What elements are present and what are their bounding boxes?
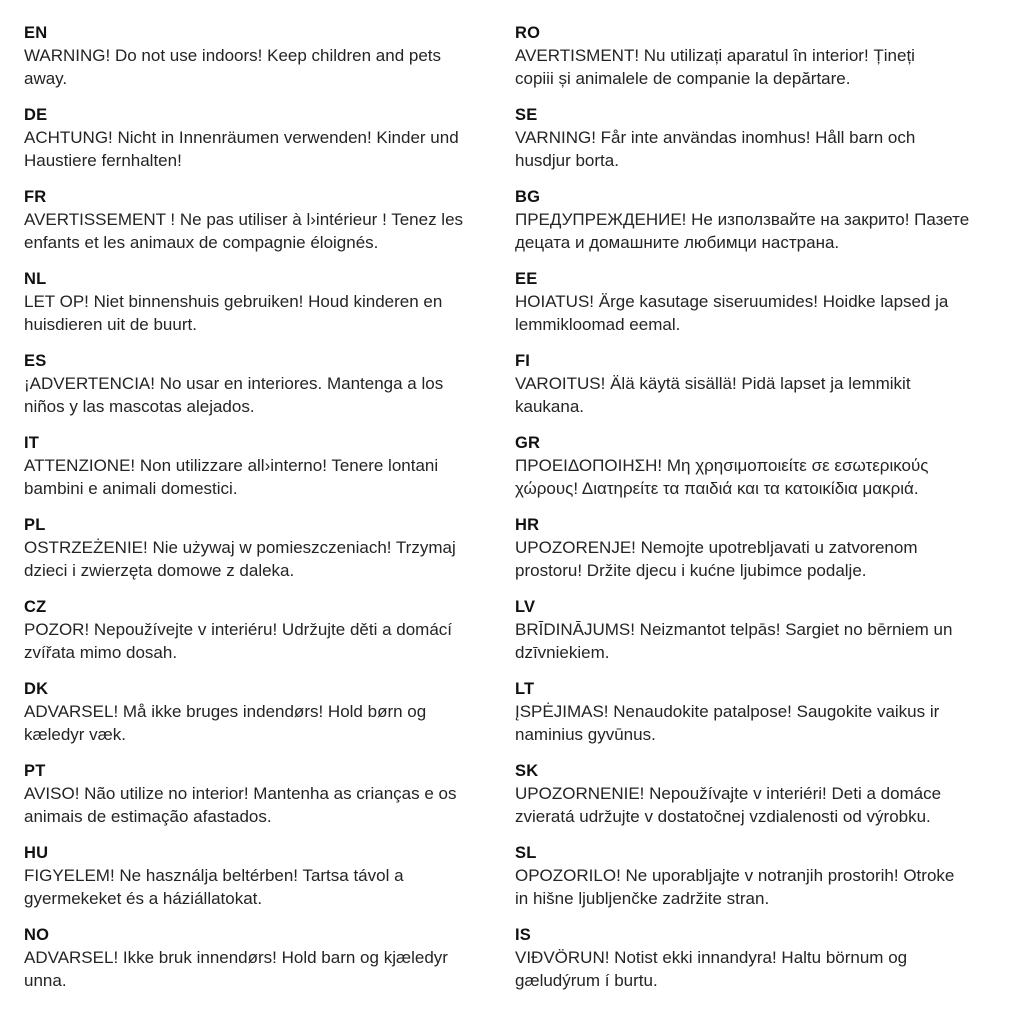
warning-section-fr xyxy=(24,186,515,254)
warning-text-line: ΠΡΟΕΙΔΟΠΟΙΗΣΗ! Μη χρησιμοποιείτε σε εσωτερικούς xyxy=(515,456,929,475)
warning-text xyxy=(515,455,1014,500)
warning-text-line: huisdieren uit de buurt. xyxy=(24,314,197,334)
warning-text-line: ADVARSEL! Ikke bruk innendørs! Hold barn og kjæledyr xyxy=(24,948,448,967)
warning-text-line: POZOR! Nepoužívejte v interiéru! Udržujte děti a domácí xyxy=(24,620,453,639)
language-code: SL xyxy=(515,844,537,862)
warning-section-pl xyxy=(24,514,515,582)
warning-text-line: AVERTISSEMENT ! Ne pas utiliser à l›intérieur ! Tenez les xyxy=(24,210,464,229)
warning-section-en xyxy=(24,22,515,90)
warning-text xyxy=(24,291,515,336)
language-code: NO xyxy=(24,926,50,944)
language-code: LT xyxy=(515,680,535,698)
warning-text xyxy=(24,865,515,910)
warning-section-ee xyxy=(515,268,1014,336)
warning-text xyxy=(24,783,515,828)
language-code: EE xyxy=(515,270,538,288)
warning-text xyxy=(515,619,1014,664)
warning-section-is xyxy=(515,924,1014,992)
warning-section-lv xyxy=(515,596,1014,664)
warning-text-line: dzīvniekiem. xyxy=(515,642,610,662)
warning-text-line: gæludýrum í burtu. xyxy=(515,970,658,990)
warning-section-it xyxy=(24,432,515,500)
warning-text-line: unna. xyxy=(24,970,67,990)
warning-text-line: AVISO! Não utilize no interior! Mantenha as crianças e os xyxy=(24,784,457,803)
warning-text xyxy=(515,209,1014,254)
warning-text-line: ПРЕДУПРЕЖДЕНИЕ! Не използвайте на закрито! Пазете xyxy=(515,210,970,229)
warning-text xyxy=(515,865,1014,910)
language-code: ES xyxy=(24,352,47,370)
language-code: RO xyxy=(515,24,541,42)
language-code: LV xyxy=(515,598,536,616)
language-code: SE xyxy=(515,106,538,124)
warning-text-line: kaukana. xyxy=(515,396,584,416)
language-code: IT xyxy=(24,434,40,452)
language-code: FI xyxy=(515,352,531,370)
warning-text xyxy=(515,373,1014,418)
warning-section-es xyxy=(24,350,515,418)
warning-text-line: zvieratá udržujte v dostatočnej vzdialenosti od výrobku. xyxy=(515,806,931,826)
warning-section-gr xyxy=(515,432,1014,500)
warning-text-line: ADVARSEL! Må ikke bruges indendørs! Hold børn og xyxy=(24,702,427,721)
language-code: FR xyxy=(24,188,47,206)
warning-text xyxy=(515,701,1014,746)
warning-text-line: in hišne ljubljenčke zadržite stran. xyxy=(515,888,770,908)
warning-text xyxy=(24,373,515,418)
language-code: HR xyxy=(515,516,540,534)
warning-section-pt xyxy=(24,760,515,828)
warning-text xyxy=(24,127,515,172)
warning-text-line: away. xyxy=(24,68,68,88)
warning-text-line: bambini e animali domestici. xyxy=(24,478,238,498)
warning-text xyxy=(24,455,515,500)
warning-section-hu xyxy=(24,842,515,910)
language-code: CZ xyxy=(24,598,47,616)
warning-text-line: UPOZORENJE! Nemojte upotrebljavati u zatvorenom xyxy=(515,538,918,557)
warning-text-line: husdjur borta. xyxy=(515,150,619,170)
warning-text xyxy=(24,619,515,664)
language-code: EN xyxy=(24,24,48,42)
language-code: BG xyxy=(515,188,541,206)
warning-section-fi xyxy=(515,350,1014,418)
warning-text-line: kæledyr væk. xyxy=(24,724,127,744)
language-code: SK xyxy=(515,762,539,780)
warning-section-nl xyxy=(24,268,515,336)
warning-text-line: ĮSPĖJIMAS! Nenaudokite patalpose! Saugokite vaikus ir xyxy=(515,702,940,721)
warning-text-line: FIGYELEM! Ne használja beltérben! Tartsa távol a xyxy=(24,866,404,885)
warning-text xyxy=(515,291,1014,336)
warning-text-line: zvířata mimo dosah. xyxy=(24,642,178,662)
warning-text-line: HOIATUS! Ärge kasutage siseruumides! Hoidke lapsed ja xyxy=(515,292,949,311)
warning-text-line: ACHTUNG! Nicht in Innenräumen verwenden! Kinder und xyxy=(24,128,459,147)
warning-text-line: UPOZORNENIE! Nepoužívajte v interiéri! Deti a domáce xyxy=(515,784,942,803)
warning-text xyxy=(515,947,1014,992)
warning-text xyxy=(24,45,515,90)
warning-text-line: Haustiere fernhalten! xyxy=(24,150,182,170)
language-code: PT xyxy=(24,762,46,780)
warning-text-line: enfants et les animaux de compagnie éloignés. xyxy=(24,232,379,252)
warning-text-line: lemmikloomad eemal. xyxy=(515,314,681,334)
warning-text xyxy=(24,209,515,254)
warning-text-line: OPOZORILO! Ne uporabljajte v notranjih prostorih! Otroke xyxy=(515,866,955,885)
warning-text xyxy=(515,537,1014,582)
warning-section-lt xyxy=(515,678,1014,746)
warning-text-line: ¡ADVERTENCIA! No usar en interiores. Mantenga a los xyxy=(24,374,444,393)
language-code: HU xyxy=(24,844,49,862)
warning-section-sk xyxy=(515,760,1014,828)
warning-text-line: niños y las mascotas alejados. xyxy=(24,396,255,416)
warning-text xyxy=(515,783,1014,828)
warning-text xyxy=(515,45,1014,90)
warning-section-hr xyxy=(515,514,1014,582)
right-column xyxy=(515,22,1014,1006)
left-column xyxy=(24,22,515,1006)
language-code: DE xyxy=(24,106,48,124)
warning-text-line: VAROITUS! Älä käytä sisällä! Pidä lapset ja lemmikit xyxy=(515,374,911,393)
language-code: GR xyxy=(515,434,541,452)
warning-text-line: WARNING! Do not use indoors! Keep children and pets xyxy=(24,46,442,65)
warning-section-de xyxy=(24,104,515,172)
warning-text-line: ATTENZIONE! Non utilizzare all›interno! Tenere lontani xyxy=(24,456,439,475)
warning-text-line: animais de estimação afastados. xyxy=(24,806,272,826)
warning-text-line: copiii și animalele de companie la depărtare. xyxy=(515,68,851,88)
warning-section-se xyxy=(515,104,1014,172)
warning-section-cz xyxy=(24,596,515,664)
warning-text-line: LET OP! Niet binnenshuis gebruiken! Houd kinderen en xyxy=(24,292,443,311)
warning-text-line: naminius gyvūnus. xyxy=(515,724,656,744)
warning-text xyxy=(24,537,515,582)
warning-text-line: BRĪDINĀJUMS! Neizmantot telpās! Sargiet no bērniem un xyxy=(515,620,953,639)
language-code: DK xyxy=(24,680,49,698)
warning-section-dk xyxy=(24,678,515,746)
warning-text-line: χώρους! Διατηρείτε τα παιδιά και τα κατοικίδια μακριά. xyxy=(515,478,919,498)
warning-text xyxy=(24,701,515,746)
warning-text-line: OSTRZEŻENIE! Nie używaj w pomieszczeniach! Trzymaj xyxy=(24,538,456,557)
language-code: PL xyxy=(24,516,46,534)
warning-text xyxy=(515,127,1014,172)
language-code: IS xyxy=(515,926,531,944)
warning-text-line: dzieci i zwierzęta domowe z daleka. xyxy=(24,560,295,580)
warning-text xyxy=(24,947,515,992)
warning-section-ro xyxy=(515,22,1014,90)
warning-text-line: gyermekeket és a háziállatokat. xyxy=(24,888,263,908)
warning-text-line: децата и домашните любимци настрана. xyxy=(515,232,840,252)
two-column-layout xyxy=(24,22,1014,1006)
warning-section-no xyxy=(24,924,515,992)
language-code: NL xyxy=(24,270,47,288)
warning-text-line: AVERTISMENT! Nu utilizați aparatul în interior! Țineți xyxy=(515,46,915,65)
warning-text-line: prostoru! Držite djecu i kućne ljubimce podalje. xyxy=(515,560,867,580)
warning-section-sl xyxy=(515,842,1014,910)
warning-text-line: VARNING! Får inte användas inomhus! Håll barn och xyxy=(515,128,916,147)
warning-text-line: VIÐVÖRUN! Notist ekki innandyra! Haltu börnum og xyxy=(515,948,908,967)
warning-section-bg xyxy=(515,186,1014,254)
